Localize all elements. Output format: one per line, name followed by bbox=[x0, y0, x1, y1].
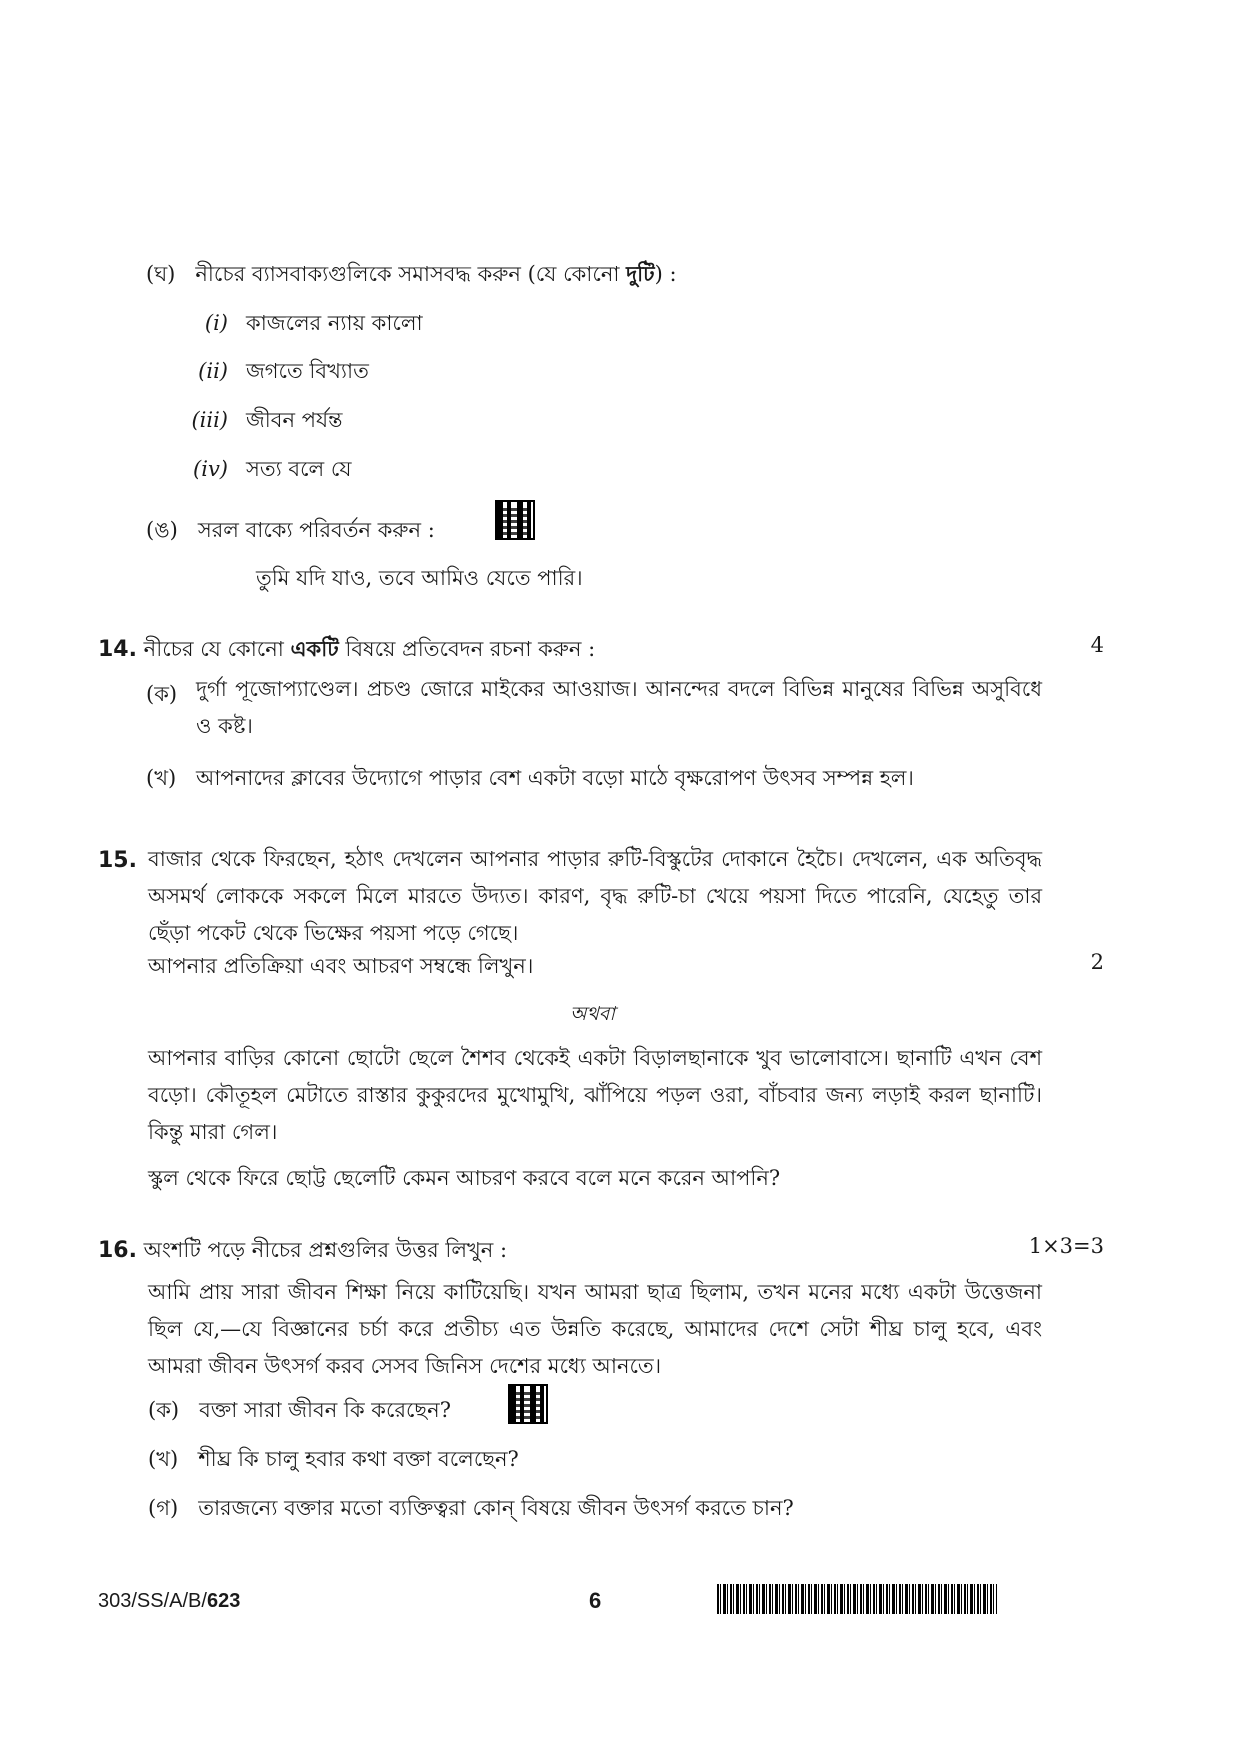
q14-heading bbox=[98, 633, 595, 668]
q16-ga-text: তারজন্যে বক্তার মতো ব্যক্তিত্বরা কোন্ বিষয়ে জীবন উৎসর্গ করতে চান? bbox=[198, 1496, 794, 1520]
q14-ka-marker: (ক) bbox=[146, 682, 178, 706]
q16-marks: 1×3=3 bbox=[1028, 1234, 1104, 1258]
question-number: 15. bbox=[98, 848, 137, 873]
q15-para-3: আপনার বাড়ির কোনো ছোটো ছেলে শৈশব থেকেই একটা বিড়ালছানাকে খুব ভালোবাসে। ছানাটি এখন বেশ বড়ো। কৌতূহল মেটাতে রাস্তার কুকুরদের মুখোমুখি, ঝাঁপিয়ে পড়ল ওরা, বাঁচবার জন্য লড়াই করল ছানাটি। কিন্তু মারা গেল। bbox=[148, 1046, 1042, 1144]
q16-ka-text: বক্তা সারা জীবন কি করেছেন? bbox=[199, 1398, 451, 1422]
page-number: 6 bbox=[589, 1588, 602, 1613]
question-number: 14. bbox=[98, 637, 137, 662]
q13-uma-sentence: তুমি যদি যাও, তবে আমিও যেতে পারি। bbox=[256, 566, 583, 590]
barcode-icon bbox=[717, 1584, 997, 1614]
q16-ka-line bbox=[148, 1394, 451, 1429]
q14-bold: একটি bbox=[290, 636, 339, 661]
item-text: জগতে বিখ্যাত bbox=[246, 359, 369, 383]
q13-gha-line bbox=[146, 258, 677, 293]
item-text: সত্য বলে যে bbox=[246, 457, 352, 481]
q15-para-2: আপনার প্রতিক্রিয়া এবং আচরণ সম্বন্ধে লিখুন। bbox=[148, 954, 534, 978]
q13-gha-bold: দুটি bbox=[626, 261, 655, 286]
q13-gha-item-2 bbox=[178, 355, 369, 390]
q16-passage: আমি প্রায় সারা জীবন শিক্ষা নিয়ে কাটিয়েছি। যখন আমরা ছাত্র ছিলাম, তখন মনের মধ্যে একটা উত্তেজনা ছিল যে,—যে বিজ্ঞানের চর্চা করে প্রতীচ্য এত উন্নতি করেছে, আমাদের দেশে সেটা শীঘ্র চালু হবে, এবং আমরা জীবন উৎসর্গ করব সেসব জিনিস দেশের মধ্যে আনতে। bbox=[148, 1280, 1042, 1378]
q13-uma-marker: (ঙ) bbox=[146, 518, 178, 542]
q14-ka-text: দুর্গা পূজোপ্যাণ্ডেল। প্রচণ্ড জোরে মাইকের আওয়াজ। আনন্দের বদলে বিভিন্ন মানুষের বিভিন্ন অসুবিধে ও কষ্ট। bbox=[196, 677, 1042, 738]
q14-text: নীচের যে কোনো bbox=[143, 637, 291, 661]
item-text: জীবন পর্যন্ত bbox=[246, 408, 343, 432]
qr-code-icon bbox=[495, 500, 535, 540]
paper-code bbox=[98, 1590, 240, 1613]
q13-gha-item-4 bbox=[178, 453, 351, 488]
q16-ga-marker: (গ) bbox=[148, 1496, 179, 1520]
q16-kha-line bbox=[148, 1443, 519, 1478]
item-number: (ii) bbox=[198, 359, 228, 383]
q13-uma-line bbox=[146, 514, 435, 549]
q14-marks: 4 bbox=[1090, 633, 1104, 657]
q13-gha-text-after: ) : bbox=[654, 262, 677, 286]
q13-gha-item-3 bbox=[178, 404, 343, 439]
q13-gha-item-1 bbox=[178, 307, 423, 342]
q14-text-after: বিষয়ে প্রতিবেদন রচনা করুন : bbox=[338, 637, 596, 661]
paper-code-bold: 623 bbox=[206, 1590, 241, 1612]
q15-para-4: স্কুল থেকে ফিরে ছোট্ট ছেলেটি কেমন আচরণ করবে বলে মনে করেন আপনি? bbox=[148, 1166, 781, 1190]
paper-code-prefix: 303/SS/A/B/ bbox=[98, 1590, 207, 1612]
q16-ga-line bbox=[148, 1492, 794, 1527]
q15-or: অথবা bbox=[570, 1003, 615, 1025]
qr-code-icon bbox=[508, 1384, 548, 1424]
item-number: (iii) bbox=[191, 408, 228, 432]
q13-uma-text: সরল বাক্যে পরিবর্তন করুন : bbox=[197, 518, 435, 542]
item-number: (i) bbox=[204, 311, 228, 335]
q14-kha-marker: (খ) bbox=[146, 766, 177, 790]
q15-number bbox=[98, 848, 137, 873]
q13-gha-marker: (ঘ) bbox=[146, 262, 176, 286]
item-number: (iv) bbox=[193, 457, 228, 481]
question-number: 16. bbox=[98, 1238, 137, 1263]
q14-kha-text: আপনাদের ক্লাবের উদ্যোগে পাড়ার বেশ একটা বড়ো মাঠে বৃক্ষরোপণ উৎসব সম্পন্ন হল। bbox=[196, 766, 914, 790]
item-text: কাজলের ন্যায় কালো bbox=[246, 311, 423, 335]
q16-text: অংশটি পড়ে নীচের প্রশ্নগুলির উত্তর লিখুন : bbox=[143, 1238, 508, 1262]
q16-kha-marker: (খ) bbox=[148, 1447, 179, 1471]
q16-kha-text: শীঘ্র কি চালু হবার কথা বক্তা বলেছেন? bbox=[198, 1447, 519, 1471]
q15-para-1: বাজার থেকে ফিরছেন, হঠাৎ দেখলেন আপনার পাড়ার রুটি-বিস্কুটের দোকানে হৈচৈ। দেখলেন, এক অতিবৃদ্ধ অসমর্থ লোককে সকলে মিলে মারতে উদ্যত। কারণ, বৃদ্ধ রুটি-চা খেয়ে পয়সা দিতে পারেনি, যেহেতু তার ছেঁড়া পকেট থেকে ভিক্ষের পয়সা পড়ে গেছে। bbox=[148, 847, 1042, 945]
q13-gha-text: নীচের ব্যাসবাক্যগুলিকে সমাসবদ্ধ করুন (যে কোনো bbox=[195, 262, 627, 286]
q15-marks: 2 bbox=[1090, 950, 1104, 974]
q16-heading bbox=[98, 1234, 507, 1269]
q16-ka-marker: (ক) bbox=[148, 1398, 180, 1422]
